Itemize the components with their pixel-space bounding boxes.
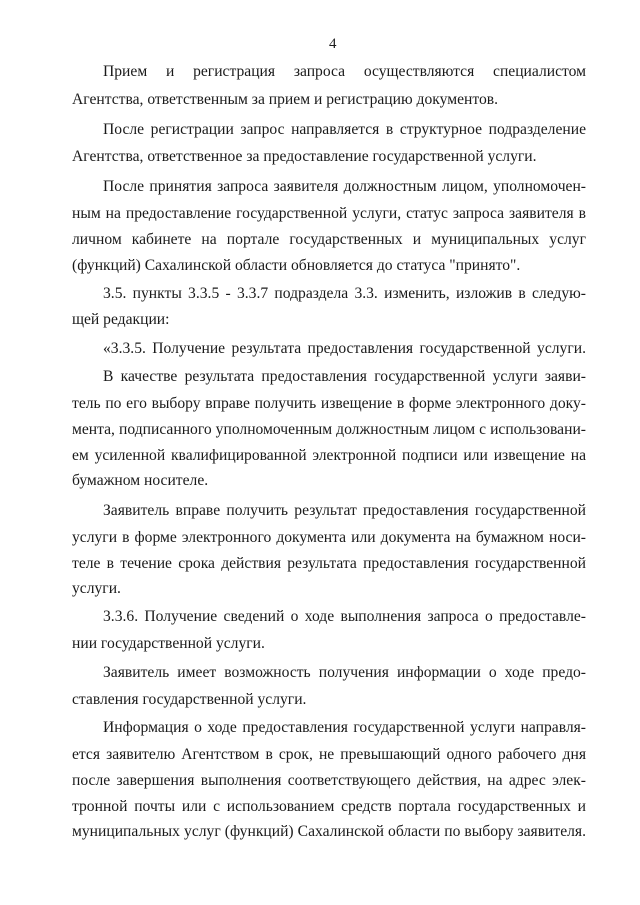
text-line: ным на предоставление государственной услуги, статус запроса заявителя в — [72, 205, 586, 222]
text-line: ется заявителю Агентством в срок, не превышающий одного рабочего дня — [72, 746, 586, 763]
text-line: ставления государственной услуги. — [72, 691, 307, 708]
text-line: после завершения выполнения соответствующего действия, на адрес элек- — [72, 772, 586, 789]
text-line: мента, подписанного уполномоченным должностным лицом с использовани- — [72, 421, 586, 438]
text-line: бумажном носителе. — [72, 472, 209, 489]
text-line: нии государственной услуги. — [72, 635, 265, 652]
text-line: После принятия запроса заявителя должностным лицом, уполномочен- — [103, 178, 586, 195]
text-line: Агентства, ответственным за прием и регистрацию документов. — [72, 91, 499, 108]
text-line: 3.5. пункты 3.3.5 - 3.3.7 подраздела 3.3. изменить, изложив в следую- — [103, 285, 586, 302]
text-line: тронной почты или с использованием средств портала государственных и — [72, 798, 586, 815]
text-line: личном кабинете на портале государственных и муниципальных услуг — [72, 231, 586, 248]
text-line: Заявитель вправе получить результат предоставления государственной — [103, 502, 586, 519]
text-line: Прием и регистрация запроса осуществляются специалистом — [103, 63, 586, 80]
text-line: муниципальных услуг (функций) Сахалинской области по выбору заявителя. — [72, 823, 586, 840]
text-line: тель по его выбору вправе получить извещение в форме электронного доку- — [72, 395, 586, 412]
text-line: ем усиленной квалифицированной электронной подписи или извещение на — [72, 447, 586, 464]
text-line: 3.3.6. Получение сведений о ходе выполнения запроса о предоставле- — [103, 608, 586, 625]
text-line: услуги в форме электронного документа или документа на бумажном носи- — [72, 529, 586, 546]
text-line: услуги. — [72, 580, 121, 597]
text-line: Заявитель имеет возможность получения информации о ходе предо- — [103, 664, 586, 681]
text-line: (функций) Сахалинской области обновляется до статуса "принято". — [72, 257, 521, 274]
text-line: «3.3.5. Получение результата предоставления государственной услуги. — [103, 340, 586, 357]
text-line: В качестве результата предоставления государственной услуги заяви- — [103, 368, 586, 385]
text-line: Агентства, ответственное за предоставление государственной услуги. — [72, 148, 537, 165]
text-line: После регистрации запрос направляется в структурное подразделение — [103, 121, 586, 138]
page-number: 4 — [329, 36, 337, 52]
text-line: теле в течение срока действия результата предоставления государственной — [72, 555, 586, 572]
text-line: Информация о ходе предоставления государственной услуги направля- — [103, 719, 586, 736]
text-line: щей редакции: — [72, 311, 170, 328]
